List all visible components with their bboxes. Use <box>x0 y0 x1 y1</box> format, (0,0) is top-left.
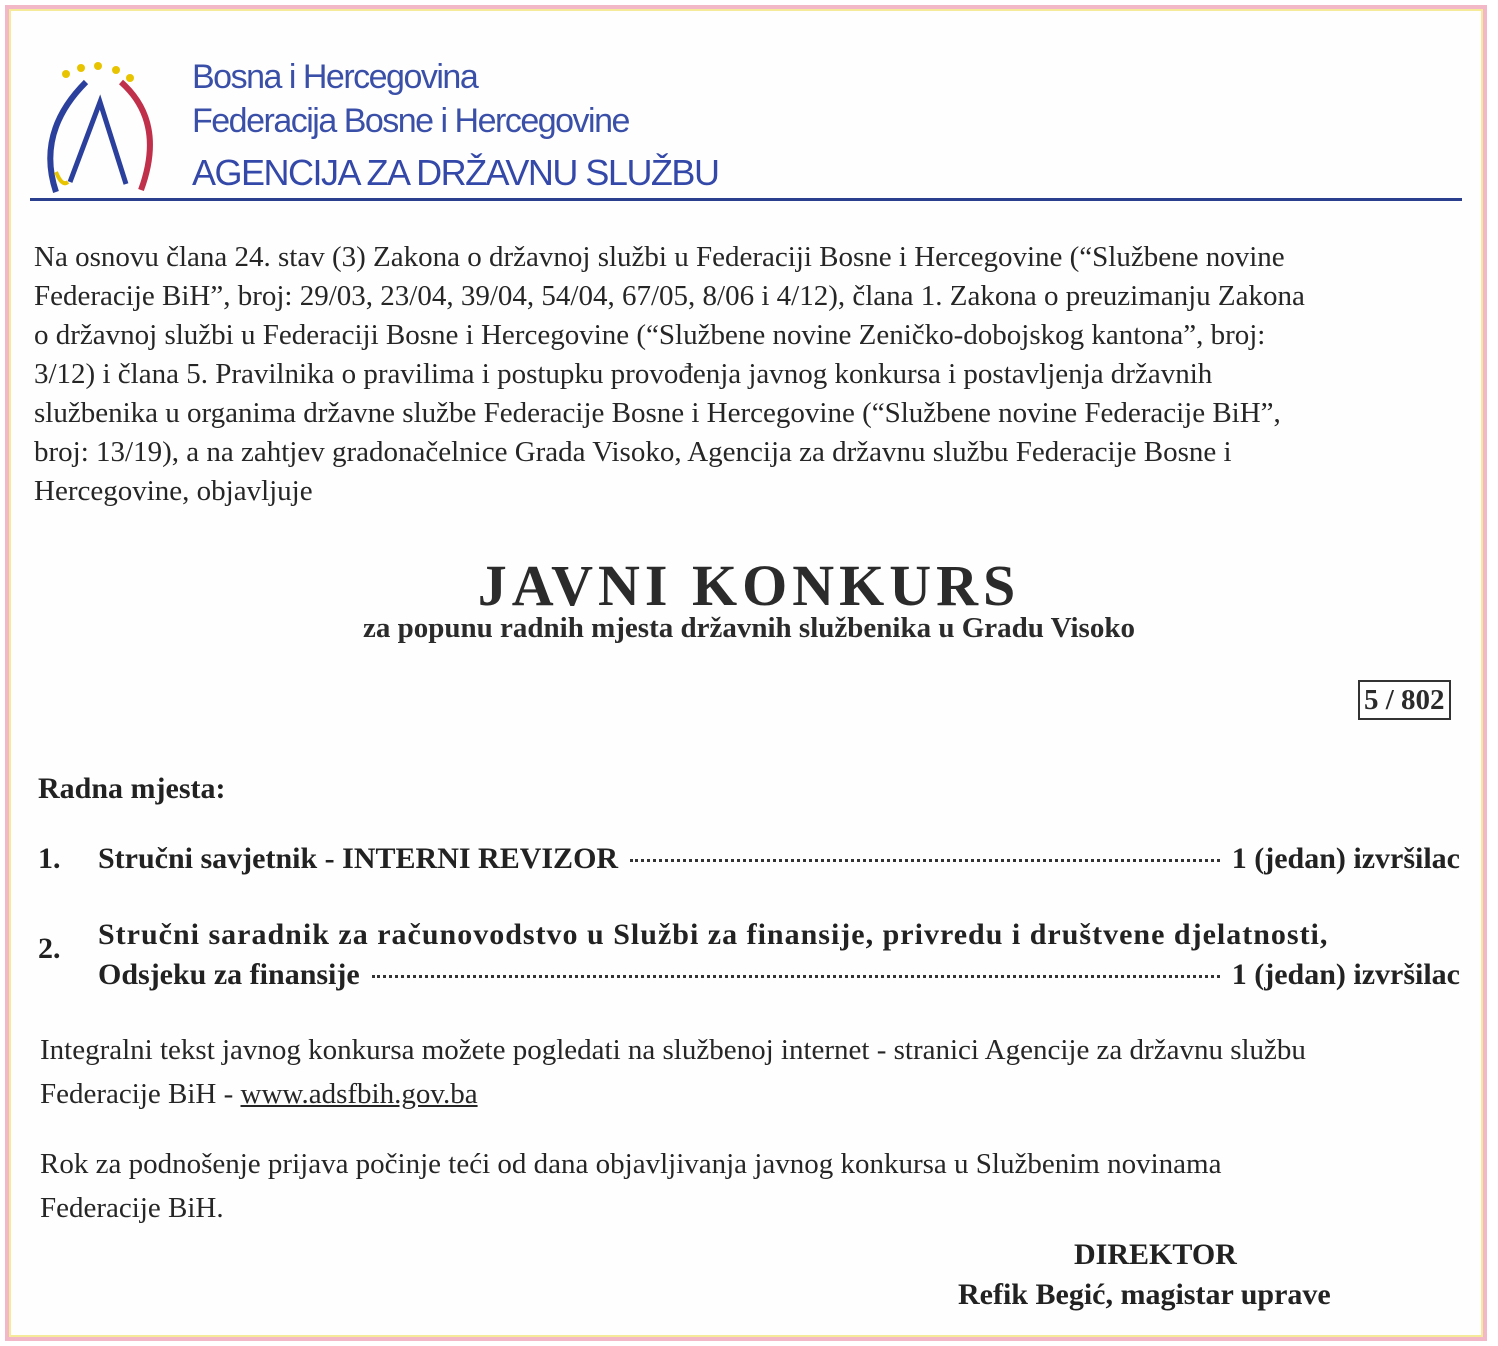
intro-line: 3/12) i člana 5. Pravilnika o pravilima i postupku provođenja javnog konkursa i postavljenja državnih <box>34 358 1213 390</box>
leader-dots <box>630 859 1220 862</box>
document-title: JAVNI KONKURS <box>477 553 1021 618</box>
info-line <box>40 1072 1462 1116</box>
position-item <box>38 918 1460 998</box>
position-title: Stručni savjetnik - INTERNI REVIZOR <box>98 842 619 875</box>
intro-line: broj: 13/19), a na zahtjev gradonačelnice Grada Visoko, Agencija za državnu službu Federacije Bosne i <box>34 436 1232 468</box>
position-title-continued: Odsjeku za finansije <box>98 958 360 991</box>
header-agency: AGENCIJA ZA DRŽAVNU SLUŽBU <box>192 152 719 193</box>
position-row <box>98 958 1460 992</box>
intro-paragraph <box>34 238 1456 511</box>
deadline-paragraph <box>40 1142 1462 1230</box>
info-line: Integralni tekst javnog konkursa možete pogledati na službenoj internet - stranici Agencije za državnu službu <box>40 1034 1306 1066</box>
signature-name: Refik Begić, magistar uprave <box>958 1278 1331 1311</box>
leader-dots <box>372 975 1220 978</box>
header-country: Bosna i Hercegovina <box>192 58 478 96</box>
position-title: Stručni saradnik za računovodstvo u Službi za finansije, privredu i društvene djelatnosti, <box>98 918 1329 951</box>
reference-number: 5 / 802 <box>1358 680 1451 720</box>
position-number: 1. <box>38 842 61 875</box>
agency-logo-icon <box>26 62 176 202</box>
position-row <box>98 842 1460 876</box>
document-subtitle: za popunu radnih mjesta državnih službenika u Gradu Visoko <box>363 612 1135 644</box>
position-count: 1 (jedan) izvršilac <box>1231 958 1460 991</box>
signature-role: DIREKTOR <box>1074 1238 1237 1271</box>
deadline-line: Federacije BiH. <box>40 1192 224 1224</box>
info-line-prefix: Federacije BiH - <box>40 1078 241 1110</box>
positions-heading: Radna mjesta: <box>38 772 226 805</box>
intro-line: službenika u organima državne službe Federacije Bosne i Hercegovine (“Službene novine Federacije BiH”, <box>34 397 1281 429</box>
page-border <box>5 5 1487 1341</box>
intro-line: Na osnovu člana 24. stav (3) Zakona o državnoj službi u Federaciji Bosne i Hercegovine (“Službene novine <box>34 241 1285 273</box>
intro-line: Federacije BiH”, broj: 29/03, 23/04, 39/04, 54/04, 67/05, 8/06 i 4/12), člana 1. Zakona o preuzimanju Zakona <box>34 280 1305 312</box>
header-federation: Federacija Bosne i Hercegovine <box>192 102 629 140</box>
agency-website-link[interactable]: www.adsfbih.gov.ba <box>240 1078 478 1110</box>
info-paragraph <box>40 1028 1462 1116</box>
position-number: 2. <box>38 932 61 965</box>
header-divider <box>30 198 1462 201</box>
position-row <box>98 918 1460 952</box>
intro-line: Hercegovine, objavljuje <box>34 475 313 507</box>
position-count: 1 (jedan) izvršilac <box>1231 842 1460 875</box>
intro-line: o državnoj službi u Federaciji Bosne i Hercegovine (“Službene novine Zeničko-dobojskog kantona”, broj: <box>34 319 1266 351</box>
position-item <box>38 842 1460 882</box>
deadline-line: Rok za podnošenje prijava počinje teći od dana objavljivanja javnog konkursa u Službenim novinama <box>40 1148 1222 1180</box>
